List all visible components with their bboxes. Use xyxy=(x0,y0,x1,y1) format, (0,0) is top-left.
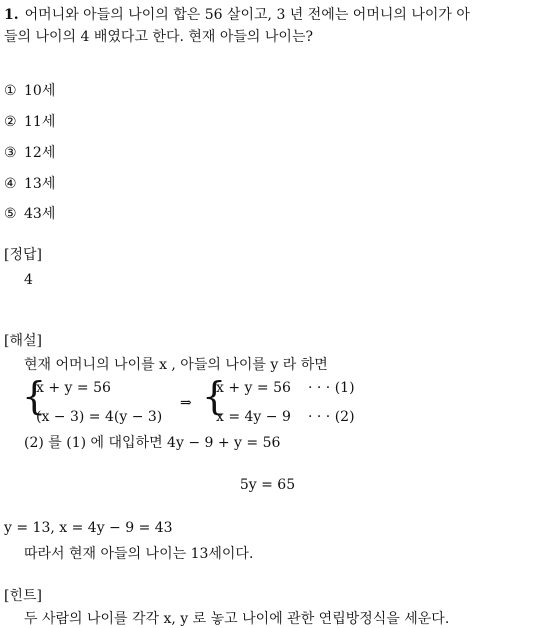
answer-value: 4 xyxy=(24,272,33,288)
explanation-label: [해설] xyxy=(4,333,42,349)
option-1[interactable] xyxy=(4,80,55,100)
implies-arrow: ⇒ xyxy=(180,395,192,411)
left-brace-1: { xyxy=(22,374,47,418)
question-line-1 xyxy=(4,4,470,26)
system-right-eq-1: x + y = 56 xyxy=(216,380,291,396)
answer-label: [정답] xyxy=(4,247,42,263)
equation-tag-2: · · · (2) xyxy=(308,409,355,425)
hint-label: [힌트] xyxy=(4,588,42,604)
question-text-1: 어머니와 아들의 나이의 합은 56 살이고, 3 년 전에는 어머니의 나이가 아 xyxy=(24,7,470,23)
key-equation: 5y = 65 xyxy=(239,477,296,493)
left-brace-2: { xyxy=(202,374,227,418)
option-3[interactable] xyxy=(4,142,55,162)
option-mark: ① xyxy=(4,83,17,99)
option-mark: ③ xyxy=(4,145,17,161)
option-label: 11세 xyxy=(24,114,56,130)
system-right-eq-2: x = 4y − 9 xyxy=(216,409,291,425)
option-5[interactable] xyxy=(4,203,55,223)
system-left-eq-1: x + y = 56 xyxy=(36,380,111,396)
option-label: 13세 xyxy=(24,176,56,192)
option-2[interactable] xyxy=(4,111,55,131)
option-label: 10세 xyxy=(24,83,56,99)
option-mark: ④ xyxy=(4,176,17,192)
equation-tag-1: · · · (1) xyxy=(308,380,355,396)
result-line: y = 13, x = 4y − 9 = 43 xyxy=(4,520,173,536)
option-label: 43세 xyxy=(24,206,56,222)
system-left-eq-2: (x − 3) = 4(y − 3) xyxy=(36,409,163,425)
substitution-line: (2) 를 (1) 에 대입하면 4y − 9 + y = 56 xyxy=(24,435,281,451)
question-number: 1. xyxy=(4,7,19,23)
question-line-2: 들의 나이의 4 배였다고 한다. 현재 아들의 나이는? xyxy=(4,29,313,45)
hint-text: 두 사람의 나이를 각각 x, y 로 놓고 나이에 관한 연립방정식을 세운다. xyxy=(24,611,450,627)
option-mark: ② xyxy=(4,114,17,130)
option-label: 12세 xyxy=(24,145,56,161)
option-mark: ⑤ xyxy=(4,206,17,222)
conclusion-line: 따라서 현재 아들의 나이는 13세이다. xyxy=(24,546,254,562)
option-4[interactable] xyxy=(4,173,55,193)
explanation-line-1: 현재 어머니의 나이를 x , 아들의 나이를 y 라 하면 xyxy=(24,357,328,373)
